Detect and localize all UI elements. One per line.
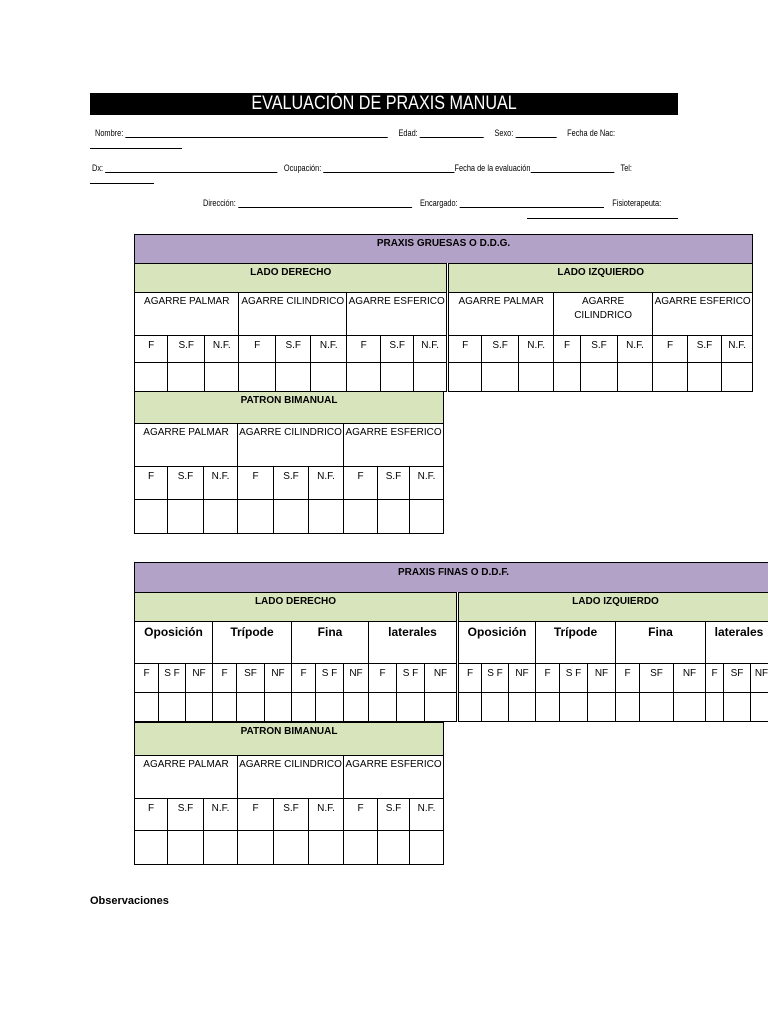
edad-field[interactable] (420, 128, 484, 138)
bimanual-agarre-palmar: AGARRE PALMAR (135, 756, 238, 799)
col-header: NF (509, 664, 536, 693)
input-cell[interactable] (425, 693, 458, 722)
input-cell[interactable] (237, 693, 265, 722)
fecha-eval-field[interactable] (530, 163, 614, 173)
col-header: NF (186, 664, 213, 693)
input-cell[interactable] (292, 693, 316, 722)
input-cell[interactable] (588, 693, 616, 722)
encargado-label: Encargado: (419, 198, 458, 208)
col-header: F (238, 467, 274, 500)
input-cell[interactable] (309, 500, 344, 534)
input-cell[interactable] (751, 693, 768, 722)
col-header: SF (640, 664, 674, 693)
gruesas-izq-agarre-cilindrico: AGARRE CILINDRICO (553, 293, 652, 336)
col-header: S.F (168, 467, 204, 500)
col-header: N.F. (410, 467, 444, 500)
input-cell[interactable] (381, 363, 413, 392)
col-header: S.F (275, 336, 311, 363)
input-cell[interactable] (204, 363, 238, 392)
bimanual-agarre-esferico: AGARRE ESFERICO (344, 756, 444, 799)
form-title (90, 93, 678, 115)
input-cell[interactable] (213, 693, 237, 722)
input-cell[interactable] (482, 693, 509, 722)
dx-label: Dx: (92, 163, 104, 173)
gruesas-lado-izquierdo: LADO IZQUIERDO (448, 264, 753, 293)
input-cell[interactable] (344, 693, 369, 722)
finas-izq-oposicion: Oposición (458, 622, 536, 664)
input-cell[interactable] (274, 831, 309, 865)
input-cell[interactable] (616, 693, 640, 722)
col-header: F (344, 799, 378, 831)
col-header: F (553, 336, 580, 363)
col-header: F (239, 336, 276, 363)
input-cell[interactable] (687, 363, 721, 392)
col-header: N.F. (413, 336, 447, 363)
finas-bimanual-title: PATRON BIMANUAL (135, 723, 444, 756)
input-cell[interactable] (706, 693, 724, 722)
bimanual-agarre-cilindrico: AGARRE CILINDRICO (238, 756, 344, 799)
dx-field[interactable] (105, 163, 277, 173)
input-cell[interactable] (346, 363, 380, 392)
col-header: F (135, 664, 159, 693)
col-header: N.F. (311, 336, 347, 363)
bimanual-agarre-palmar: AGARRE PALMAR (135, 424, 238, 467)
input-cell[interactable] (378, 500, 410, 534)
input-cell[interactable] (722, 363, 753, 392)
patient-info-line-1 (95, 128, 615, 138)
finas-der-fina: Fina (292, 622, 369, 664)
sexo-label: Sexo: (494, 128, 514, 138)
input-cell[interactable] (204, 500, 238, 534)
praxis-finas-table (134, 562, 768, 722)
input-cell[interactable] (640, 693, 674, 722)
input-cell[interactable] (413, 363, 447, 392)
col-header: N.F. (410, 799, 444, 831)
col-header: F (292, 664, 316, 693)
input-cell[interactable] (186, 693, 213, 722)
input-cell[interactable] (275, 363, 311, 392)
ocupacion-field[interactable] (323, 163, 454, 173)
col-header: N.F. (204, 799, 238, 831)
input-cell[interactable] (519, 363, 553, 392)
encargado-field[interactable] (460, 198, 604, 208)
nombre-label: Nombre: (95, 128, 124, 138)
input-cell[interactable] (448, 363, 481, 392)
col-header: S F (482, 664, 509, 693)
col-header: S.F (481, 336, 519, 363)
col-header: NF (425, 664, 458, 693)
col-header: S.F (274, 799, 309, 831)
col-header: S F (159, 664, 186, 693)
input-cell[interactable] (509, 693, 536, 722)
col-header: N.F. (722, 336, 753, 363)
col-header: S.F (581, 336, 618, 363)
input-cell[interactable] (617, 363, 653, 392)
input-cell[interactable] (653, 363, 687, 392)
fisio-field[interactable] (527, 209, 678, 219)
finas-lado-izquierdo: LADO IZQUIERDO (458, 593, 768, 622)
fecha-nac-label: Fecha de Nac: (567, 128, 616, 138)
input-cell[interactable] (239, 363, 276, 392)
input-cell[interactable] (581, 363, 618, 392)
input-cell[interactable] (311, 363, 347, 392)
col-header: F (706, 664, 724, 693)
input-cell[interactable] (168, 363, 205, 392)
input-cell[interactable] (397, 693, 425, 722)
input-cell[interactable] (168, 500, 204, 534)
input-cell[interactable] (135, 363, 168, 392)
praxis-gruesas-table (134, 234, 753, 392)
fisio-label: Fisioterapeuta: (612, 198, 662, 208)
col-header: F (135, 336, 168, 363)
input-cell[interactable] (135, 831, 168, 865)
col-header: F (369, 664, 397, 693)
gruesas-izq-agarre-palmar: AGARRE PALMAR (448, 293, 553, 336)
col-header: F (135, 799, 168, 831)
edad-label: Edad: (398, 128, 418, 138)
input-cell[interactable] (168, 831, 204, 865)
tel-label: Tel: (620, 163, 632, 173)
input-cell[interactable] (135, 500, 168, 534)
gruesas-title: PRAXIS GRUESAS O D.D.G. (135, 235, 753, 264)
col-header: F (653, 336, 687, 363)
finas-der-laterales: laterales (369, 622, 458, 664)
patient-info-line-3 (203, 198, 661, 208)
col-header: F (135, 467, 168, 500)
finas-izq-fina: Fina (616, 622, 706, 664)
finas-bimanual-table (134, 722, 444, 865)
input-cell[interactable] (344, 500, 378, 534)
sexo-field[interactable] (515, 128, 556, 138)
input-cell[interactable] (724, 693, 751, 722)
gruesas-der-agarre-cilindrico: AGARRE CILINDRICO (239, 293, 347, 336)
finas-input-row (135, 693, 768, 722)
col-header: F (536, 664, 560, 693)
col-header: S F (316, 664, 344, 693)
input-cell[interactable] (560, 693, 588, 722)
col-header: F (616, 664, 640, 693)
col-header: NF (674, 664, 706, 693)
finas-lado-derecho: LADO DERECHO (135, 593, 458, 622)
input-cell[interactable] (316, 693, 344, 722)
gruesas-der-agarre-palmar: AGARRE PALMAR (135, 293, 239, 336)
gruesas-bimanual-table (134, 391, 444, 534)
input-cell[interactable] (204, 831, 238, 865)
col-header: N.F. (519, 336, 553, 363)
col-header: SF (237, 664, 265, 693)
input-cell[interactable] (344, 831, 378, 865)
col-header: S.F (378, 799, 410, 831)
bimanual-agarre-cilindrico: AGARRE CILINDRICO (238, 424, 344, 467)
col-header: N.F. (309, 799, 344, 831)
patient-info-line-2 (92, 163, 632, 173)
input-cell[interactable] (410, 500, 444, 534)
col-header: S F (397, 664, 425, 693)
observaciones-label: Observaciones (90, 895, 169, 907)
col-header: NF (588, 664, 616, 693)
form-title-text: EVALUACIÓN DE PRAXIS MANUAL (251, 93, 517, 114)
input-cell[interactable] (553, 363, 580, 392)
input-cell[interactable] (536, 693, 560, 722)
tel-field[interactable] (90, 174, 154, 184)
col-header: S.F (168, 336, 205, 363)
input-cell[interactable] (274, 500, 309, 534)
col-header: F (346, 336, 380, 363)
direccion-label: Dirección: (203, 198, 236, 208)
col-header: F (344, 467, 378, 500)
nombre-field[interactable] (125, 128, 387, 138)
gruesas-lado-derecho: LADO DERECHO (135, 264, 448, 293)
finas-izq-laterales: laterales (706, 622, 768, 664)
fecha-nac-field[interactable] (90, 139, 182, 149)
input-cell[interactable] (238, 500, 274, 534)
bimanual-agarre-esferico: AGARRE ESFERICO (344, 424, 444, 467)
col-header: N.F. (309, 467, 344, 500)
input-cell[interactable] (378, 831, 410, 865)
col-header: F (213, 664, 237, 693)
gruesas-input-row (135, 363, 753, 392)
col-header: F (448, 336, 481, 363)
col-header: NF (265, 664, 292, 693)
finas-bimanual-input-row (135, 831, 444, 865)
input-cell[interactable] (481, 363, 519, 392)
input-cell[interactable] (159, 693, 186, 722)
finas-der-tripode: Trípode (213, 622, 292, 664)
input-cell[interactable] (135, 693, 159, 722)
input-cell[interactable] (265, 693, 292, 722)
col-header: S F (560, 664, 588, 693)
input-cell[interactable] (309, 831, 344, 865)
finas-title: PRAXIS FINAS O D.D.F. (135, 563, 768, 593)
input-cell[interactable] (238, 831, 274, 865)
ocupacion-label: Ocupación: (283, 163, 322, 173)
gruesas-der-agarre-esferico: AGARRE ESFERICO (346, 293, 447, 336)
input-cell[interactable] (369, 693, 397, 722)
col-header: F (238, 799, 274, 831)
finas-der-oposicion: Oposición (135, 622, 213, 664)
gruesas-izq-agarre-esferico: AGARRE ESFERICO (653, 293, 753, 336)
gruesas-bimanual-input-row (135, 500, 444, 534)
finas-izq-tripode: Trípode (536, 622, 616, 664)
col-header: N.F. (204, 336, 238, 363)
direccion-field[interactable] (238, 198, 412, 208)
input-cell[interactable] (410, 831, 444, 865)
col-header: NF (344, 664, 369, 693)
col-header: N.F. (204, 467, 238, 500)
col-header: S.F (381, 336, 413, 363)
input-cell[interactable] (674, 693, 706, 722)
col-header: S.F (378, 467, 410, 500)
col-header: N.F. (617, 336, 653, 363)
gruesas-bimanual-title: PATRON BIMANUAL (135, 392, 444, 424)
fecha-eval-label: Fecha de la evaluación (454, 163, 531, 173)
col-header: S.F (274, 467, 309, 500)
input-cell[interactable] (458, 693, 482, 722)
col-header: F (458, 664, 482, 693)
col-header: S.F (687, 336, 721, 363)
col-header: SF (724, 664, 751, 693)
col-header: S.F (168, 799, 204, 831)
col-header: NF (751, 664, 768, 693)
